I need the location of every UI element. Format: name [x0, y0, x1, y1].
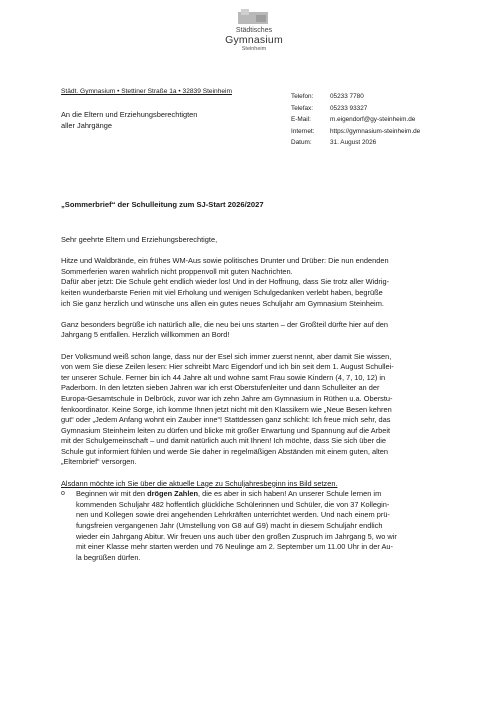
paragraph-line: von wem Sie diese Zeilen lesen: Hier schreibt Marc Eigendorf und ich bin seit dem 1. August Schullei- [61, 362, 394, 372]
contact-label: Telefon: [291, 93, 314, 100]
logo-line-1: Städtisches [235, 27, 273, 34]
contact-value: 05233 93327 [330, 104, 368, 112]
paragraph-line: Ganz besonders begrüße ich natürlich alle, die neu bei uns starten – der Großteil dürfte hier auf den [61, 319, 389, 329]
paragraph-line: Sommerferien waren wahrlich nicht proppenvoll mit guten Nachrichten. [61, 266, 293, 276]
contact-row-email [291, 114, 420, 126]
paragraph-line: Jahrgang 5 entfallen. Herzlich willkommen an Bord! [61, 330, 230, 340]
bullet-line: fungsfreien vergangenen Jahr (Umstellung von G8 auf G9) macht in diesem Schuljahr endlich [76, 521, 383, 531]
bullet-text: Beginnen wir mit den [76, 489, 148, 499]
contact-label: Telefax: [291, 104, 314, 112]
school-logo [221, 3, 287, 67]
paragraph-line: gut“ oder „Jedem Anfang wohnt ein Zauber inne“! Stattdessen ganz schlicht: Ich freue mich sehr, das [61, 415, 391, 425]
contact-value: m.eigendorf@gy-steinheim.de [330, 116, 416, 124]
paragraph-line: Schule gut informiert fühlen und werde Sie daher in regelmäßigen Abständen mit einem guten, alten [61, 446, 389, 456]
bullet-line: wieder ein Jahrgang Abitur. Wir freuen uns auch über den großen Zuspruch im Jahrgang 5, wo wir [76, 531, 397, 541]
paragraph-line: Gymnasium Steinheim leiten zu dürfen und blicke mit großer Erwartung und Spannung auf die Arbeit [61, 425, 391, 435]
bullet-line: mit einer Klasse mehr starten werden und 76 Neulinge am 2. September um 11.00 Uhr in der Au- [76, 542, 394, 552]
contact-row-fax [291, 103, 420, 115]
paragraph-line: ich Sie ganz herzlich und wünsche uns allen ein gutes neues Schuljahr am Gymnasium Steinheim. [61, 298, 384, 308]
bullet-line [76, 489, 457, 500]
bullet-line: la begrüßen dürfen. [76, 552, 141, 562]
logo-line-2: Gymnasium [225, 34, 283, 46]
contact-row-internet [291, 126, 420, 138]
paragraph-line: mit der Schulgemeinschaft – und damit natürlich auch mit Ihnen! Ich möchte, dass Sie sich über die [61, 436, 386, 446]
bullet-marker: o [61, 490, 65, 498]
contact-value: 05233 7780 [330, 93, 364, 100]
letter-subject: „Sommerbrief“ der Schulleitung zum SJ-Start 2026/2027 [61, 200, 264, 209]
contact-value: https://gymnasium-steinheim.de [330, 127, 421, 135]
paragraph-line: Der Volksmund weiß schon lange, dass nur der Esel sich immer zuerst nennt, aber damit Sie wissen, [61, 351, 392, 361]
contact-label: Internet: [291, 127, 315, 135]
contact-value: 31. August 2026 [330, 139, 377, 147]
bullet-text: , die es aber in sich haben! An unserer Schule lernen im [198, 489, 382, 499]
contact-label: Datum: [291, 139, 312, 147]
bullet-line: nen und Kollegen sowie drei angehenden Lehrkräften unterrichtet werden. Und nach einem prü- [76, 510, 390, 520]
section-heading: Alsdann möchte ich Sie über die aktuelle Lage zu Schuljahresbeginn ins Bild setzen. [61, 478, 338, 488]
paragraph-line: Hitze und Waldbrände, ein frühes WM-Aus sowie politisches Drunter und Drüber: Die nun endenden [61, 256, 389, 266]
salutation: Sehr geehrte Eltern und Erziehungsberechtigte, [61, 235, 218, 244]
bullet-item [61, 489, 457, 563]
contact-block [291, 91, 420, 149]
paragraph-line: „Elternbrief“ versorgen. [61, 457, 137, 467]
bullet-bold-text: drögen Zahlen [147, 489, 198, 499]
bullet-line: kommenden Schuljahr 482 hoffentlich glückliche Schülerinnen und Schüler, die von 37 Kollegin- [76, 499, 390, 509]
logo-line-3: Steinheim [241, 46, 267, 52]
sender-address-line: Städt. Gymnasium • Stettiner Straße 1a • 32839 Steinheim [61, 88, 233, 95]
paragraph-line: ter unserer Schule. Ferner bin ich 44 Jahre alt und wohne samt Frau sowie Kindern (4, 7, 10, 12) in [61, 372, 386, 382]
recipient-block [61, 110, 197, 131]
paragraph-line: Europa-Gesamtschule in Delbrück, zuvor war ich zehn Jahre am Gymnasium in Rüthen u.a. Oberstu- [61, 393, 393, 403]
letter-body [61, 235, 457, 563]
paragraph-line: Dafür aber jetzt: Die Schule geht endlich wieder los! Und in der Hoffnung, dass Sie trotz aller Widrig- [61, 277, 390, 287]
paragraph-line: fenkoordinator. Keine Sorge, ich komme Ihnen jetzt nicht mit den Klassikern wie „Neue Besen kehren [61, 404, 392, 414]
contact-row-date [291, 137, 420, 149]
paragraph-line: Paderborn. In den letzten sieben Jahren war ich erst Oberstufenleiter und dann Schulleiter an der [61, 383, 380, 393]
paragraph-line: keiten wunderbarste Ferien mit viel Erholung und wenigen Schulgedanken verlebt haben, begrüße [61, 287, 383, 297]
recipient-line: aller Jahrgänge [61, 120, 112, 130]
recipient-line: An die Eltern und Erziehungsberechtigten [61, 110, 198, 119]
contact-label: E-Mail: [291, 116, 311, 124]
contact-row-phone [291, 91, 420, 103]
